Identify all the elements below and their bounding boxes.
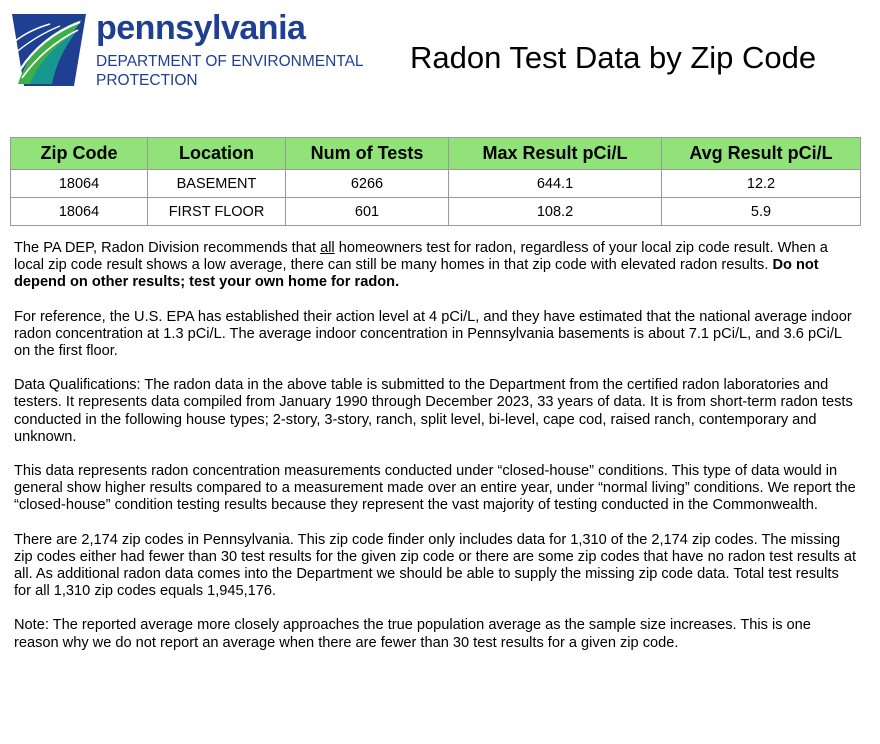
cell-num-tests: 601: [286, 198, 449, 226]
radon-data-table: [10, 137, 861, 226]
cell-max-result: 644.1: [449, 170, 662, 198]
info-text: [14, 240, 859, 669]
column-header-max-result: Max Result pCi/L: [449, 138, 662, 170]
zip-code-coverage-paragraph: There are 2,174 zip codes in Pennsylvania. This zip code finder only includes data for 1,310 of the 2,174 zip codes. The missing zip codes either had fewer than 30 test results for the given zip code or there are some zip codes that have no radon test results at all. As additional radon data comes into the Department we should be able to supply the missing zip code data. Total test results for all 1,310 zip codes equals 1,945,176.: [14, 531, 857, 600]
radon-data-table-container: [10, 137, 860, 226]
cell-location: FIRST FLOOR: [148, 198, 286, 226]
column-header-zip-code: Zip Code: [11, 138, 148, 170]
recommendation-warning: Do not depend on other results; test your own home for radon.: [14, 257, 819, 291]
cell-zip-code: 18064: [11, 198, 148, 226]
table-row: [11, 170, 861, 198]
column-header-num-tests: Num of Tests: [286, 138, 449, 170]
table-row: [11, 198, 861, 226]
page-title: Radon Test Data by Zip Code: [410, 40, 817, 75]
cell-avg-result: 5.9: [662, 198, 861, 226]
note-paragraph: Note: The reported average more closely approaches the true population average as the sample size increases. This is one reason why we do not report an average when there are fewer than 30 test results for a given zip code.: [14, 617, 811, 651]
cell-max-result: 108.2: [449, 198, 662, 226]
recommendation-emphasis-all: all: [320, 240, 335, 256]
table-header-row: [11, 138, 861, 170]
cell-num-tests: 6266: [286, 170, 449, 198]
keystone-leaf-logo-icon: [10, 12, 88, 88]
logo-subtitle: DEPARTMENT OF ENVIRONMENTAL PROTECTION: [96, 53, 363, 89]
cell-avg-result: 12.2: [662, 170, 861, 198]
recommendation-text-a: The PA DEP, Radon Division recommends that: [14, 240, 321, 256]
column-header-avg-result: Avg Result pCi/L: [662, 138, 861, 170]
closed-house-paragraph: This data represents radon concentration measurements conducted under “closed-house” conditions. This type of data would in general show higher results compared to a measurement made over an entire year, under “normal living” conditions. We report the “closed-house” condition testing results because they represent the vast majority of testing conducted in the Commonwealth.: [14, 463, 856, 514]
page-header: [0, 0, 880, 110]
recommendation-text-b: homeowners test for radon, regardless of your local zip code result. When a local zip code result shows a low average, there can still be many homes in that zip code with elevated radon results.: [14, 240, 828, 274]
epa-reference-paragraph: For reference, the U.S. EPA has established their action level at 4 pCi/L, and they have estimated that the national average indoor radon concentration at 1.3 pCi/L. The average indoor concentration in Pennsylvania basements is about 7.1 pCi/L, and 3.6 pCi/L on the first floor.: [14, 308, 852, 360]
logo-wordmark: pennsylvania: [96, 9, 306, 47]
pa-dep-logo: [10, 10, 370, 90]
cell-location: BASEMENT: [148, 170, 286, 198]
data-qualifications-paragraph: Data Qualifications: The radon data in the above table is submitted to the Department from the certified radon laboratories and testers. It represents data compiled from January 1990 through December 2023, 33 years of data. It is from short-term radon tests conducted in the following house types; 2-story, 3-story, ranch, split level, bi-level, cape cod, raised ranch, contemporary and unknown.: [14, 377, 853, 445]
recommendation-paragraph: [14, 240, 859, 292]
column-header-location: Location: [148, 138, 286, 170]
cell-zip-code: 18064: [11, 170, 148, 198]
